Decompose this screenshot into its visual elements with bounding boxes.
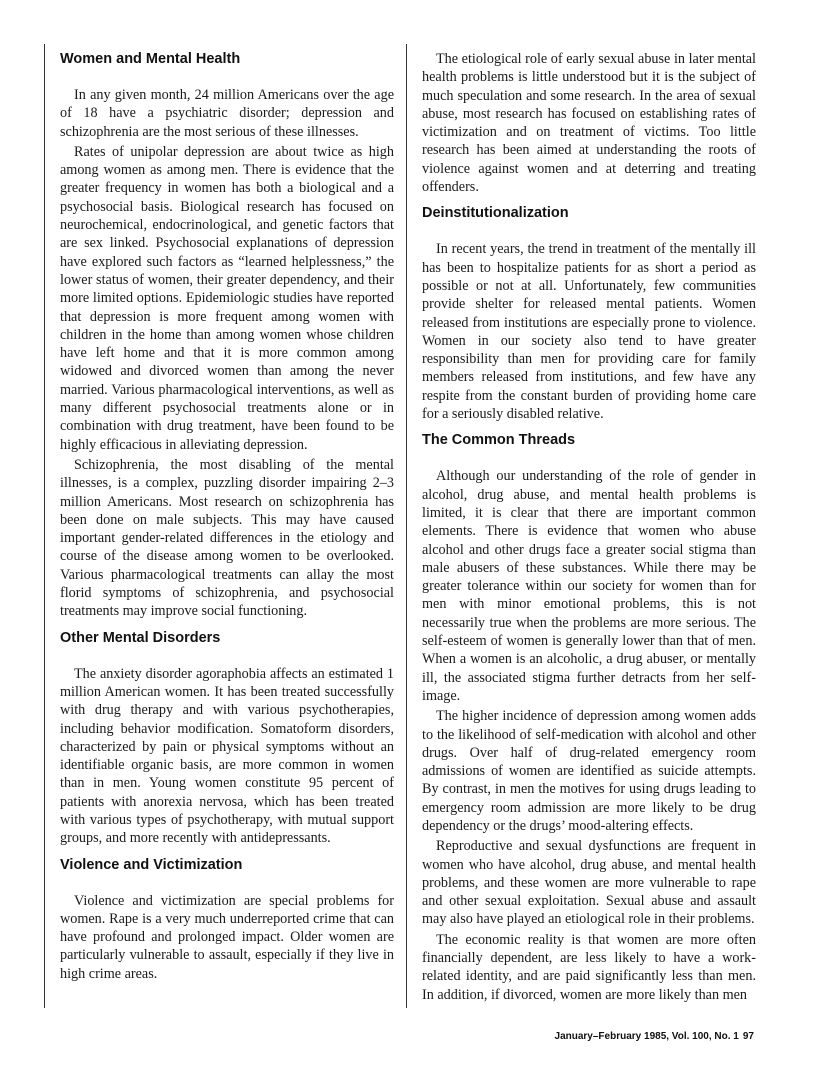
heading-violence-victimization: Violence and Victimization — [60, 856, 243, 873]
paragraph: The economic reality is that women are more often financially dependent, are less likely to have a work-related identity, and are paid significantly less than men. In addition, if divorced, women are more likely than men — [422, 931, 756, 1003]
heading-other-mental-disorders: Other Mental Disorders — [60, 629, 221, 646]
heading-women-mental-health: Women and Mental Health — [60, 51, 241, 67]
paragraph: The anxiety disorder agoraphobia affects an estimated 1 million American women. It has been treated successfully with drug therapy and with various psychotherapies, including behavior modification. Somatoform disorders, characterized by pain or physical symptoms without an identifiable organic basis, are more common in women than in men. Young women constitute 95 percent of patients with anorexia nervosa, which has been treated with various types of psychotherapy, with mutual support groups, and more recently with antidepressants. — [60, 665, 394, 847]
paragraph: In any given month, 24 million Americans over the age of 18 have a psychiatric disorder; depression and schizophrenia are the most serious of these illnesses. — [60, 87, 394, 140]
paragraph: The etiological role of early sexual abuse in later mental health problems is little understood but it is the subject of much speculation and some research. In the area of sexual abuse, most research has focused on establishing rates of victimization and on treatment of victims. Too little research has been aimed at understanding the roots of violence against women and at deterring and treating offenders. — [422, 51, 756, 196]
page-number: 97 — [742, 1031, 754, 1042]
paragraph: Rates of unipolar depression are about twice as high among women as among men. There is evidence that the greater frequency in women has both a biological and a psychosocial basis. Biological research has focused on neurochemical, endocrinological, and genetic factors that are sex linked. Psychosocial explanations of depression have explored such factors as “learned helplessness,” the lower status of women, their greater dependency, and their more limited options. Epidemiologic studies have reported that depression is more frequent among women with children in the home than among women whose children have left home and that it is more common among widowed and divorced women than among the never married. Various pharmacological interventions, as well as many different psychosocial treatments alone or in combination with drug treatment, have been found to be highly efficacious in alleviating depression. — [60, 143, 394, 453]
journal-citation: January–February 1985, Vol. 100, No. 1 — [554, 1031, 739, 1042]
paragraph: Schizophrenia, the most disabling of the mental illnesses, is a complex, puzzling disorder impairing 2–3 million Americans. Most research on schizophrenia has been done on male subjects. This may have caused important gender-related differences in the etiology and course of the disease among women to be overlooked. Various pharmacological treatments can allay the most florid symptoms of schizophrenia, and psychosocial treatments may improve social functioning. — [60, 456, 394, 620]
heading-deinstitutionalization: Deinstitutionalization — [422, 205, 569, 222]
left-margin-rule — [44, 44, 45, 1008]
paragraph: Although our understanding of the role of gender in alcohol, drug abuse, and mental health problems is limited, it is clear that there are important common elements. There is evidence that women who abuse alcohol and other drugs face a greater social stigma than male abusers of these substances. While there may be greater tolerance within our society for women than for men with minor emotional problems, this is not necessarily true when the problems are more serious. The self-esteem of women is generally lower than that of men. When a women is an alcoholic, a drug abuser, or mentally ill, the associated stigma further detracts from her self-image. — [422, 468, 756, 704]
paragraph: Reproductive and sexual dysfunctions are frequent in women who have alcohol, drug abuse, and mental health problems, and these women are more vulnerable to rape and other sexual exploitation. Sexual abuse and assault may also have played an etiological role in their problems. — [422, 838, 756, 928]
paragraph: The higher incidence of depression among women adds to the likelihood of self-medication with alcohol and other drugs. Over half of drug-related emergency room admissions of women are identified as suicide attempts. By contrast, in men the motives for using drugs leading to emergency room admission are more likely to be drug dependency or the drugs’ mood-altering effects. — [422, 708, 756, 834]
paragraph: Violence and victimization are special problems for women. Rape is a very much underreported crime that can have profound and prolonged impact. Older women are particularly vulnerable to assault, especially if they live in high crime areas. — [60, 892, 394, 982]
right-column — [422, 50, 756, 1006]
paragraph: In recent years, the trend in treatment of the mentally ill has been to hospitalize patients for as short a period as possible or not at all. Unfortunately, few communities provide shelter for released mental patients. Women released from institutions are especially prone to violence. Women in our society also tend to have greater responsibility than men for providing care for family members released from institutions, and few have any respite from the constant burden of providing home care for a seriously disabled relative. — [422, 241, 756, 423]
page-footer — [555, 1031, 754, 1042]
column-divider-rule — [406, 44, 407, 1008]
heading-common-threads: The Common Threads — [422, 432, 576, 449]
left-column — [60, 50, 394, 985]
